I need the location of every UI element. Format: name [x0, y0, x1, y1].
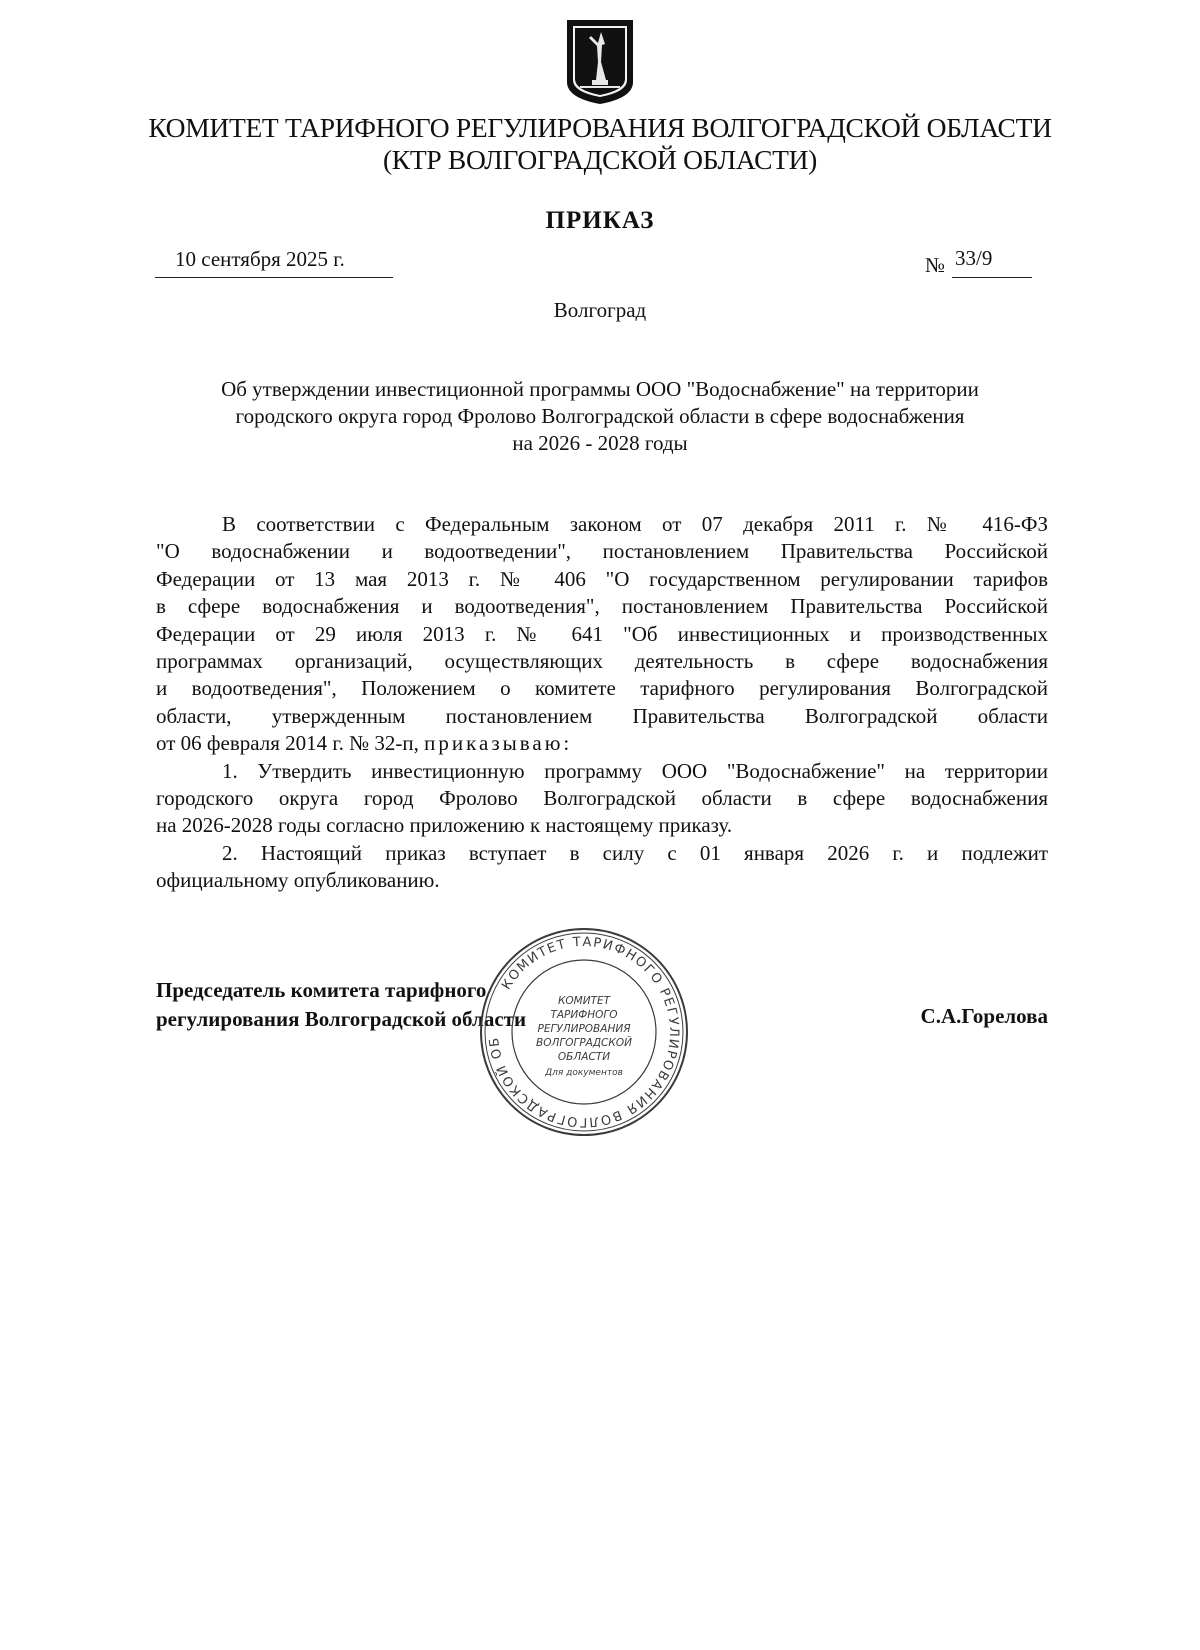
order-word: приказываю: [424, 731, 573, 756]
body-line: "О водоснабжении и водоотведении", постановлением Правительства Российской [156, 539, 1048, 564]
seal-inner-line: ОБЛАСТИ [557, 1051, 611, 1063]
body-line: в сфере водоснабжения и водоотведения", постановлением Правительства Российской [156, 594, 1048, 619]
document-city: Волгоград [553, 298, 647, 322]
seal-bottom-text: Для документов [545, 1068, 623, 1078]
item-1-line: на 2026-2028 годы согласно приложению к настоящему приказу. [156, 813, 733, 838]
item-1-line: 1. Утвердить инвестиционную программу ООО "Водоснабжение" на территории [222, 758, 1048, 783]
seal-inner-line: КОМИТЕТ [557, 995, 611, 1007]
document-number: 33/9 [955, 246, 993, 270]
body-line: области, утвержденным постановлением Правительства Волгоградской области [156, 703, 1048, 728]
item-2-line: официальному опубликованию. [156, 868, 440, 893]
document-body [156, 511, 1048, 895]
number-underline [952, 277, 1032, 278]
body-line: Федерации от 29 июля 2013 г. № 641 "Об инвестиционных и производственных [156, 621, 1048, 646]
signatory-name: С.А.Горелова [920, 1004, 1048, 1028]
item-2-line: 2. Настоящий приказ вступает в силу с 01 января 2026 г. и подлежит [222, 840, 1048, 865]
organization-short-name: (КТР ВОЛГОГРАДСКОЙ ОБЛАСТИ) [382, 144, 818, 175]
subject-line: на 2026 - 2028 годы [512, 431, 688, 455]
document-type: ПРИКАЗ [545, 207, 655, 234]
seal-inner-line: ВОЛГОГРАДСКОЙ [536, 1037, 632, 1049]
body-line: В соответствии с Федеральным законом от 07 декабря 2011 г. № 416-ФЗ [222, 512, 1048, 536]
item-1-line: городского округа город Фролово Волгоградской области в сфере водоснабжения [156, 786, 1048, 811]
signatory-title-line: регулирования Волгоградской области [156, 1007, 527, 1031]
body-line: программах организаций, осуществляющих деятельность в сфере водоснабжения [156, 649, 1048, 674]
body-line-text: от 06 февраля 2014 г. № 32-п, [156, 731, 419, 756]
body-line [156, 730, 1048, 757]
document-date: 10 сентября 2025 г. [175, 247, 345, 271]
seal-inner-line: РЕГУЛИРОВАНИЯ [537, 1023, 631, 1035]
volgograd-coat-of-arms-icon [565, 18, 635, 106]
seal-outer-text: КОМИТЕТ ТАРИФНОГО РЕГУЛИРОВАНИЯ ВОЛГОГРАДСКОЙ ОБ [486, 934, 682, 1130]
signatory-title-line: Председатель комитета тарифного [156, 978, 487, 1002]
number-sign: № [925, 253, 946, 277]
official-seal [478, 926, 690, 1138]
seal-inner-text [478, 994, 690, 1080]
signatory-title [156, 976, 526, 1034]
body-line: и водоотведения", Положением о комитете тарифного регулирования Волгоградской [156, 676, 1048, 701]
subject-line: городского округа город Фролово Волгоградской области в сфере водоснабжения [235, 404, 965, 428]
document-subject [160, 376, 1040, 457]
subject-line: Об утверждении инвестиционной программы ООО "Водоснабжение" на территории [221, 377, 979, 401]
seal-inner-line: ТАРИФНОГО [550, 1009, 618, 1021]
body-line: Федерации от 13 мая 2013 г. № 406 "О государственном регулировании тарифов [156, 566, 1048, 591]
organization-name: КОМИТЕТ ТАРИФНОГО РЕГУЛИРОВАНИЯ ВОЛГОГРАДСКОЙ ОБЛАСТИ [148, 112, 1052, 143]
date-underline [155, 277, 393, 278]
